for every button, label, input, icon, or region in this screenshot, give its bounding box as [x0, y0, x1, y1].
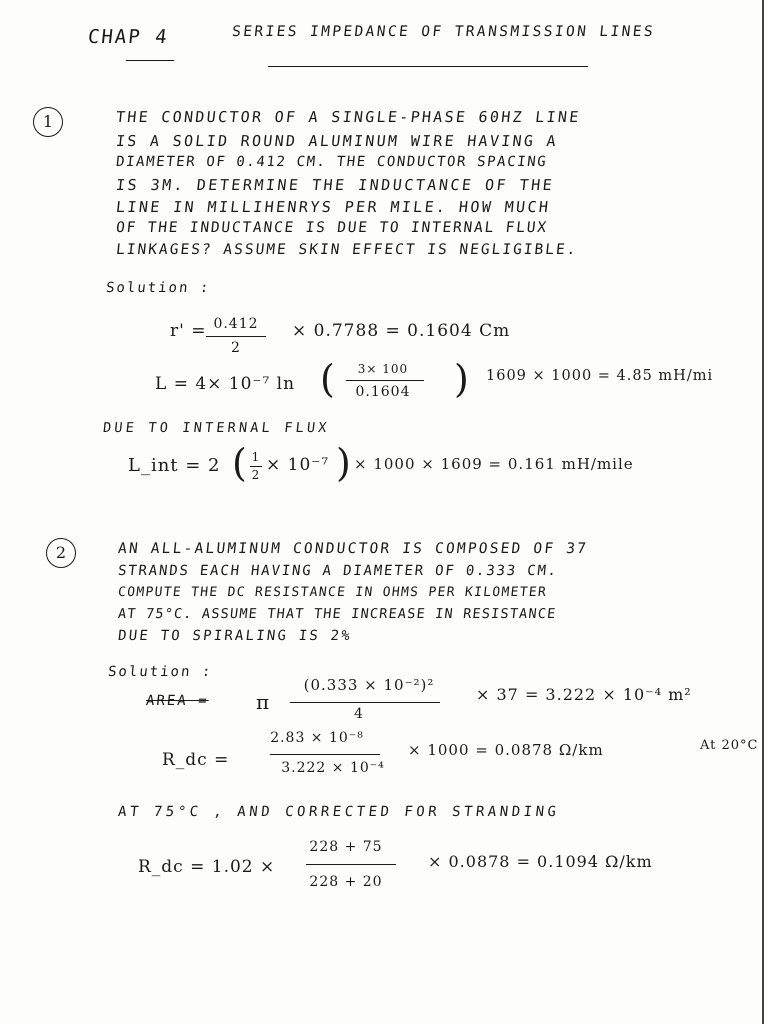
p2-area-pi: π [256, 690, 271, 714]
p2-area-bar [290, 702, 440, 703]
p1-line-6: OF THE INDUCTANCE IS DUE TO INTERNAL FLUX [115, 220, 549, 236]
p2-line-3: COMPUTE THE DC RESISTANCE IN OHMS PER KILOMETER [117, 585, 548, 600]
p1-line-2: IS A SOLID ROUND ALUMINUM WIRE HAVING A [115, 132, 559, 150]
p1-line-3: DIAMETER OF 0.412 CM. THE CONDUCTOR SPACING [115, 154, 549, 170]
p1-r-bar [206, 336, 266, 337]
p2-rdc75-lhs: R_dc = 1.02 × [138, 857, 276, 877]
p2-rdc-rhs: × 1000 = 0.0878 Ω/km [408, 741, 604, 759]
p1-L-close-paren: ) [454, 357, 469, 401]
p2-line-2: STRANDS EACH HAVING A DIAMETER OF 0.333 CM. [117, 563, 559, 579]
p1-Lint-rhs: × 1000 × 1609 = 0.161 mH/mile [354, 455, 634, 473]
p1-L-num: 3× 100 [357, 362, 409, 376]
p2-rdc75-den: 228 + 20 [309, 874, 383, 890]
p2-area-lhs: AREA = [145, 693, 210, 709]
p1-Lint-lhs: L_int = 2 [128, 455, 221, 476]
chapter-underline [126, 60, 174, 61]
p1-r-num: 0.412 [213, 316, 259, 332]
p1-line-5: LINE IN MILLIHENRYS PER MILE. HOW MUCH [115, 198, 552, 216]
p2-area-rhs: × 37 = 3.222 × 10⁻⁴ m² [476, 685, 692, 704]
p1-due-label: DUE TO INTERNAL FLUX [102, 420, 331, 436]
p1-r-lhs: r' = [170, 321, 207, 341]
p1-Lint-den: 2 [251, 468, 261, 482]
p2-area-den: 4 [354, 706, 364, 722]
p2-rdc-den: 3.222 × 10⁻⁴ [281, 760, 385, 776]
p2-area-num: (0.333 × 10⁻²)² [303, 676, 435, 694]
title-underline [268, 66, 588, 67]
p2-rdc-note: At 20°C [700, 738, 759, 753]
p2-line-1: AN ALL-ALUMINUM CONDUCTOR IS COMPOSED OF 37 [117, 541, 589, 557]
p1-Lint-bar [250, 466, 262, 467]
chapter-title: SERIES IMPEDANCE OF TRANSMISSION LINES [231, 24, 656, 40]
problem-1-number: 1 [33, 107, 63, 137]
problem-2-number: 2 [46, 538, 76, 568]
p1-line-4: IS 3M. DETERMINE THE INDUCTANCE OF THE [115, 176, 556, 194]
p2-rdc-lhs: R_dc = [162, 750, 230, 770]
p2-rdc75-bar [306, 864, 396, 865]
p1-Lint-open-paren: ( [232, 441, 247, 485]
page-edge [762, 0, 764, 1024]
p2-rdc75-rhs: × 0.0878 = 0.1094 Ω/km [428, 852, 653, 871]
p2-rdc75-num: 228 + 75 [309, 839, 383, 855]
p1-r-den: 2 [231, 340, 241, 356]
p2-line-4: AT 75°C. ASSUME THAT THE INCREASE IN RESISTANCE [117, 606, 558, 622]
chapter-label: CHAP 4 [86, 26, 170, 48]
p1-r-rhs: × 0.7788 = 0.1604 Cm [292, 321, 511, 341]
p2-rdc-num: 2.83 × 10⁻⁸ [270, 730, 364, 746]
p1-L-rhs: 1609 × 1000 = 4.85 mH/mi [486, 368, 714, 384]
p2-line-5: DUE TO SPIRALING IS 2% [117, 628, 353, 644]
p1-Lint-close-paren: ) [336, 441, 351, 485]
p2-rdc-bar [270, 754, 380, 755]
p2-solution-label: Solution : [107, 664, 214, 680]
p1-L-open-paren: ( [320, 357, 335, 401]
p1-solution-label: Solution : [105, 280, 212, 296]
p1-L-lhs: L = 4× 10⁻⁷ ln [155, 374, 296, 394]
p1-Lint-mid: × 10⁻⁷ [266, 455, 330, 475]
p1-Lint-num: 1 [251, 450, 261, 464]
p2-at75-label: AT 75°C , AND CORRECTED FOR STRANDING [117, 804, 561, 820]
p1-line-7: LINKAGES? ASSUME SKIN EFFECT IS NEGLIGIBLE. [115, 242, 579, 258]
p1-L-den: 0.1604 [355, 384, 411, 400]
p1-L-bar [346, 380, 424, 381]
p1-line-1: THE CONDUCTOR OF A SINGLE-PHASE 60HZ LINE [115, 108, 582, 126]
